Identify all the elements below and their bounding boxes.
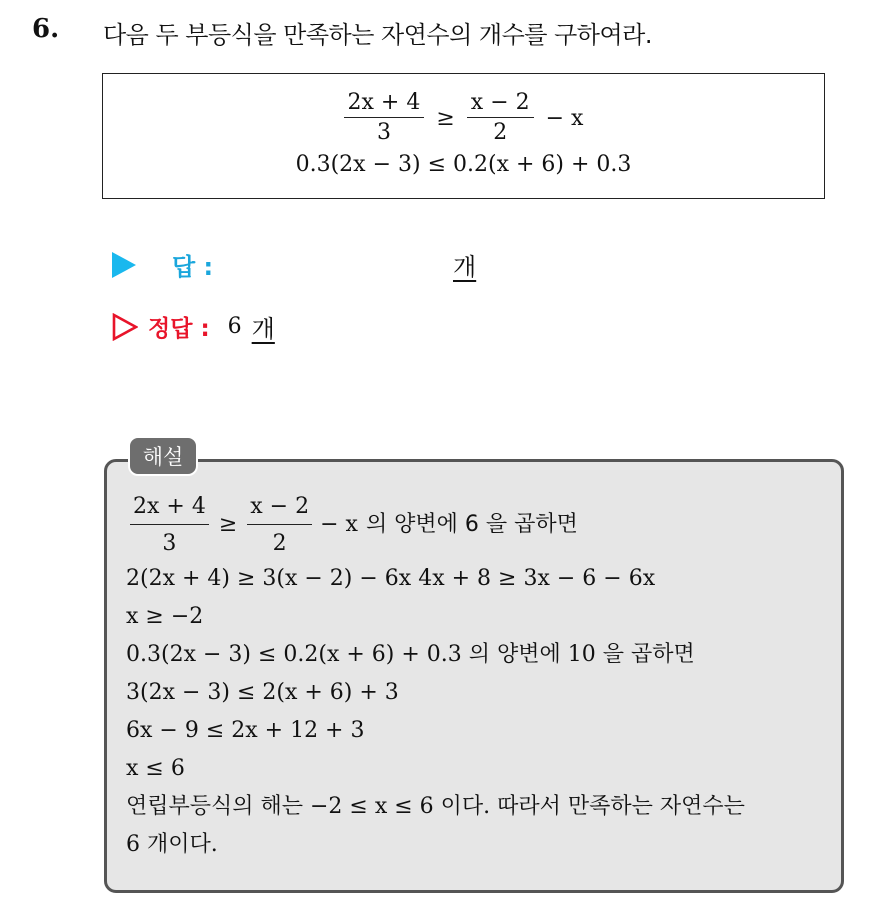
correct-answer-unit: 개 bbox=[251, 315, 275, 343]
solution-tail: − x bbox=[320, 512, 358, 537]
inequality-box bbox=[102, 73, 825, 199]
outline-triangle-icon bbox=[112, 313, 138, 341]
solution-line: 6 개이다. bbox=[126, 832, 218, 857]
inequality-line-2: 0.3(2x − 3) ≤ 0.2(x + 6) + 0.3 bbox=[295, 152, 632, 177]
solution-line: x ≤ 6 bbox=[126, 756, 185, 781]
fraction-right-denominator: 2 bbox=[493, 120, 508, 145]
solution-fraction-left-denominator: 3 bbox=[162, 530, 177, 556]
answer-row bbox=[112, 247, 213, 282]
fraction-left-denominator: 3 bbox=[376, 120, 391, 145]
inequality-operator: ≥ bbox=[436, 105, 455, 131]
solution-line: 2(2x + 4) ≥ 3(x − 2) − 6x 4x + 8 ≥ 3x − 6 − 6x bbox=[126, 566, 656, 591]
solution-tag: 해설 bbox=[128, 436, 198, 476]
solution-line: x ≥ −2 bbox=[126, 604, 204, 629]
fraction-left-numerator: 2x + 4 bbox=[344, 92, 425, 118]
solution-fraction-left bbox=[130, 493, 209, 556]
play-triangle-icon bbox=[112, 252, 136, 278]
solution-fraction-left-numerator: 2x + 4 bbox=[130, 496, 209, 525]
solution-line bbox=[126, 490, 745, 560]
inequality-tail: − x bbox=[545, 105, 584, 131]
solution-line: 연립부등식의 해는 −2 ≤ x ≤ 6 이다. 따라서 만족하는 자연수는 bbox=[126, 794, 745, 819]
solution-fraction-right-numerator: x − 2 bbox=[247, 496, 312, 525]
solution-line: 6x − 9 ≤ 2x + 12 + 3 bbox=[126, 718, 365, 743]
solution-line: 3(2x − 3) ≤ 2(x + 6) + 3 bbox=[126, 680, 399, 705]
question-number: 6. bbox=[32, 14, 60, 44]
fraction-left bbox=[344, 92, 425, 144]
solution-content bbox=[126, 490, 745, 864]
answer-unit: 개 bbox=[453, 253, 477, 281]
solution-fraction-right bbox=[247, 493, 312, 556]
correct-answer-value: 6 bbox=[227, 314, 242, 339]
solution-line: 0.3(2x − 3) ≤ 0.2(x + 6) + 0.3 의 양변에 10 을 곱하면 bbox=[126, 642, 695, 667]
inequality-line-1 bbox=[103, 92, 824, 144]
solution-fraction-right-denominator: 2 bbox=[272, 530, 287, 556]
fraction-right bbox=[467, 92, 534, 144]
solution-operator: ≥ bbox=[218, 512, 238, 537]
question-text: 다음 두 부등식을 만족하는 자연수의 개수를 구하여라. bbox=[103, 21, 652, 49]
answer-label: 답 : bbox=[172, 253, 214, 281]
fraction-right-numerator: x − 2 bbox=[467, 92, 534, 118]
correct-answer-row bbox=[112, 309, 275, 344]
solution-first-text: 의 양변에 6 을 곱하면 bbox=[365, 512, 578, 537]
correct-answer-label: 정답 : bbox=[148, 316, 210, 342]
